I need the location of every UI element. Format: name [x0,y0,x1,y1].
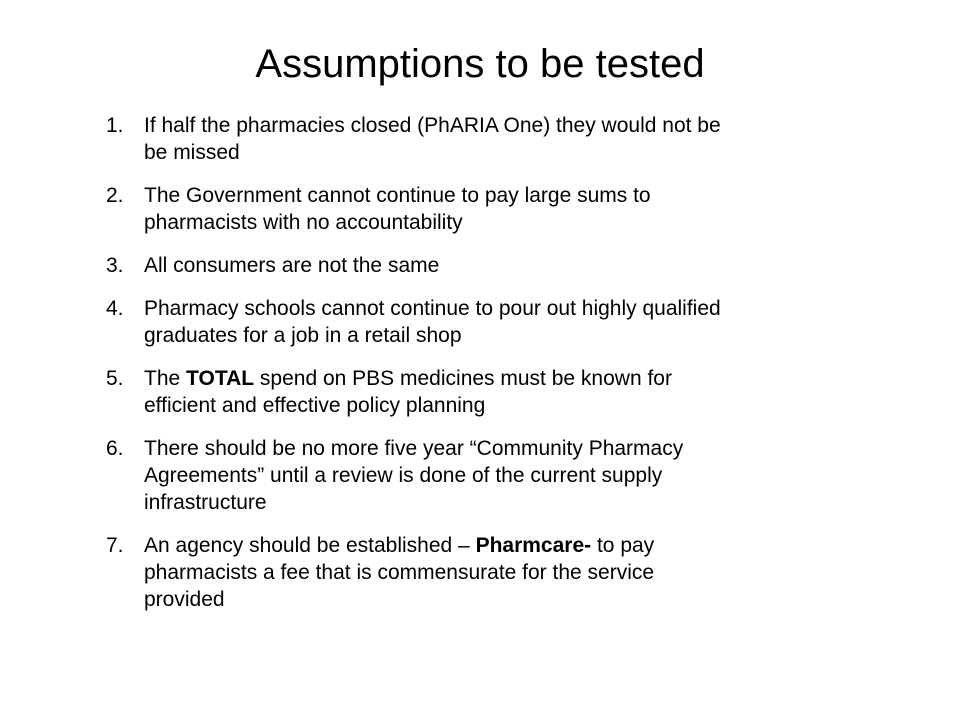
item-line: efficient and effective policy planning [144,394,486,417]
item-line: All consumers are not the same [144,254,440,277]
item-text: spend on PBS medicines must be known for [254,367,672,390]
item-line: provided [144,588,225,611]
emphasis-text: TOTAL [186,367,255,390]
item-line: Pharmacy schools cannot continue to pour out highly qualified [144,297,721,320]
item-line: pharmacists a fee that is commensurate for the service [144,561,655,584]
item-line: There should be no more five year “Community Pharmacy [144,437,684,460]
item-line: be missed [144,141,240,164]
item-line: The Government cannot continue to pay large sums to [144,184,651,207]
item-number: 5. [106,367,124,390]
item-text: The [144,367,187,390]
item-number: 1. [106,114,124,137]
item-line: Agreements” until a review is done of the current supply [144,464,663,487]
slide-title: Assumptions to be tested [255,42,705,86]
item-line: pharmacists with no accountability [144,211,463,234]
item-text: to pay [591,534,655,557]
list-item [106,182,886,236]
item-line: graduates for a job in a retail shop [144,324,462,347]
list-item [106,435,886,516]
emphasis-text: Pharmcare- [475,534,592,557]
item-number: 4. [106,297,124,320]
list-item [106,532,886,613]
item-number: 3. [106,254,124,277]
list-item [106,252,886,279]
item-line: infrastructure [144,491,267,514]
list-item [106,112,886,166]
item-number: 2. [106,184,124,207]
item-number: 7. [106,534,124,557]
item-line: If half the pharmacies closed (PhARIA One) they would not be [144,114,721,137]
item-number: 6. [106,437,124,460]
assumptions-list [106,112,886,629]
list-item [106,295,886,349]
item-text: An agency should be established – [144,534,476,557]
list-item [106,365,886,419]
